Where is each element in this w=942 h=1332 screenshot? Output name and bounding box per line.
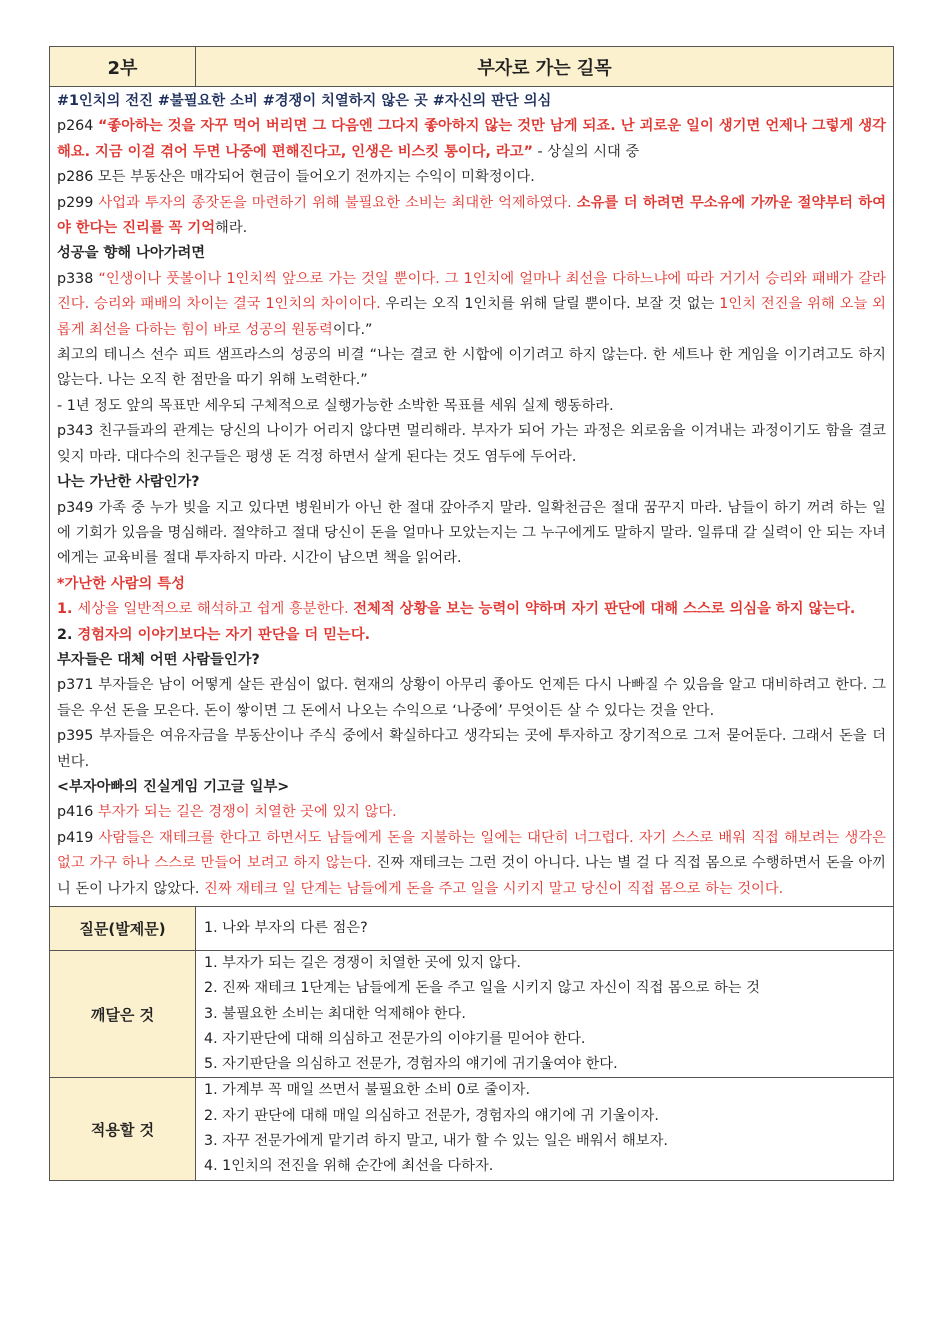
note-p419 [57,826,886,902]
plain-text: 해라. [215,220,248,237]
learned-label: 깨달은 것 [50,951,196,1078]
quote-source: - 상실의 시대 중 [532,143,640,160]
question-list [196,907,894,951]
highlight-text: 사업과 투자의 종잣돈을 마련하기 위해 불필요한 소비는 최대한 억제하였다. [98,194,577,211]
heading-success: 성공을 향해 나아가려면 [57,245,206,262]
plain-text: 우리는 오직 1인치를 위해 달릴 뿐이다. 보잘 것 없는 [380,296,720,313]
learned-list [196,951,894,1078]
highlight-text: 진짜 재테크 일 단계는 남들에게 돈을 주고 일을 시키지 말고 당신이 직접 몸으로 하는 것이다. [204,880,784,897]
list-item: 2. 진짜 재테크 1단계는 남들에게 돈을 주고 일을 시키지 않고 자신이 직접 몸으로 하는 것 [204,980,760,997]
list-item: 1. 나와 부자의 다른 점은? [204,919,368,936]
highlight-text: 1인치 전진을 위해 오늘 외롭게 최선을 다하는 힘이 바로 성공의 원동력 [57,296,886,338]
heading-game-article: <부자아빠의 진실게임 기고글 일부> [57,778,290,795]
highlight-text: “인생이나 풋볼이나 1인치씩 앞으로 가는 것일 뿐이다. 그 1인치에 얼마나 최선을 다하느냐에 따라 거기서 승리와 패배가 갈라진다. 승리와 패배의 차이는 결국 1인치의 차이이다. [57,270,886,313]
page-ref: p264 [57,118,99,135]
page-ref: p299 [57,194,99,211]
heading-poor-traits: *가난한 사람의 특성 [57,575,185,592]
list-item: 3. 불필요한 소비는 최대한 억제해야 한다. [204,1005,466,1022]
note-p371: p371 부자들은 남이 어떻게 살든 관심이 없다. 현재의 상황이 아무리 좋아도 언제든 다시 나빠질 수 있음을 알고 대비하려고 한다. 그들은 우선 돈을 모은다. 돈이 쌓이면 그 돈에서 나오는 수익으로 ‘나중에’ 무엇이든 살 수 있다는 것을 안다. [57,677,886,719]
list-item: 4. 1인치의 전진을 위해 순간에 최선을 다하자. [204,1158,494,1175]
part-label: 2부 [50,47,196,87]
content-cell [50,87,894,907]
quote-text: “좋아하는 것을 자꾸 먹어 버리면 그 다음엔 그다지 좋아하지 않는 것만 남게 되죠. 난 괴로운 일이 생기면 언제나 그렇게 생각해요. 지금 이걸 겪어 두면 나중에 편해진다고, 인생은 비스킷 통이다, 라고” [57,118,886,160]
highlight-text: 사람들은 재테크를 한다고 하면서도 남들에게 돈을 지불하는 일에는 대단히 너그럽다. 자기 스스로 배워 직접 해보려는 생각은 없고 가구 하나 스스로 만들어 보려고 하지 않는다. [57,829,886,872]
trait-1 [57,597,886,622]
note-p395: p395 부자들은 여유자금을 부동산이나 주식 중에서 확실하다고 생각되는 곳에 투자하고 장기적으로 그저 묻어둔다. 그래서 돈을 더 번다. [57,728,886,770]
list-item: 1. 가계부 꼭 매일 쓰면서 불필요한 소비 0로 줄이자. [204,1082,531,1099]
section-title: 부자로 가는 길목 [196,47,894,87]
note-p343: p343 친구들과의 관계는 당신의 나이가 어리지 않다면 멀리해라. 부자가 되어 가는 과정은 외로움을 이겨내는 과정이기도 함을 결코 잊지 마라. 대다수의 친구들은 평생 돈 걱정 하면서 살게 된다는 것도 염두에 두어라. [57,423,886,465]
list-item: 5. 자기판단을 의심하고 전문가, 경험자의 얘기에 귀기울여야 한다. [204,1056,618,1073]
note-p349: p349 가족 중 누가 빚을 지고 있다면 병원비가 아닌 한 절대 갚아주지 말라. 일확천금은 절대 꿈꾸지 마라. 남들이 하기 꺼려 하는 일에 기회가 있음을 명심해라. 절약하고 절대 당신이 돈을 얼마나 모았는지는 그 누구에게도 말하지 말라. 일류대 갈 실력이 안 되는 자녀에게는 교육비를 절대 투자하지 마라. 시간이 남으면 책을 읽어라. [57,499,886,567]
note-p299 [57,191,886,242]
list-item: 3. 자꾸 전문가에게 맡기려 하지 말고, 내가 할 수 있는 일은 배워서 해보자. [204,1133,668,1150]
trait-number: 2. [57,626,78,643]
bold-highlight-text: 소유를 더 하려면 무소유에 가까운 절약부터 하여야 한다는 진리를 꼭 기억 [57,194,887,237]
header-row [50,47,894,87]
book-review-table [49,46,894,1181]
plain-text: 이다.” [332,321,373,338]
highlight-text: 세상을 일반적으로 해석하고 쉽게 흥분한다. [77,601,354,618]
list-item: 1. 부자가 되는 길은 경쟁이 치열한 곳에 있지 않다. [204,955,521,971]
page-ref: p338 [57,270,99,287]
apply-row [50,1078,894,1180]
heading-rich: 부자들은 대체 어떤 사람들인가? [57,651,260,668]
content-row [50,87,894,907]
quote-p264 [57,114,886,165]
question-label: 질문(발제문) [50,907,196,951]
question-row [50,907,894,951]
apply-label: 적용할 것 [50,1078,196,1180]
page-ref: p419 [57,829,99,846]
note-goal: - 1년 정도 앞의 목표만 세우되 구체적으로 실행가능한 소박한 목표를 세워 실제 행동하라. [57,397,614,414]
list-item: 2. 자기 판단에 대해 매일 의심하고 전문가, 경험자의 얘기에 귀 기울이자. [204,1107,659,1124]
bold-highlight-text: 전체적 상황을 보는 능력이 약하며 자기 판단에 대해 스스로 의심을 하지 않는다. [353,601,856,618]
note-p338 [57,267,886,343]
highlight-text: 부자가 되는 길은 경쟁이 치열한 곳에 있지 않다. [97,804,397,821]
list-item: 4. 자기판단에 대해 의심하고 전문가의 이야기를 믿어야 한다. [204,1030,586,1047]
page-ref: p416 [57,804,98,821]
note-p286: p286 모든 부동산은 매각되어 현금이 들어오기 전까지는 수익이 미확정이다. [57,169,535,186]
apply-list [196,1078,894,1180]
note-tennis: 최고의 테니스 선수 피트 샘프라스의 성공의 비결 “나는 결코 한 시합에 이기려고 하지 않는다. 한 세트나 한 게임을 이기려고도 하지 않는다. 나는 오직 한 점만을 따기 위해 노력한다.” [57,347,886,389]
learned-row [50,951,894,1078]
trait-number: 1. [57,601,78,618]
hashtags: #1인치의 전진 #불필요한 소비 #경쟁이 치열하지 않은 곳 #자신의 판단 의심 [57,93,552,109]
heading-poor: 나는 가난한 사람인가? [57,474,200,491]
trait-2 [57,623,886,648]
plain-text: 진짜 재테크는 그런 것이 아니다. 나는 별 걸 다 직접 몸으로 수행하면서 돈을 아끼니 돈이 나가지 않았다. [57,855,886,897]
note-p416 [57,800,886,825]
bold-highlight-text: 경험자의 이야기보다는 자기 판단을 더 믿는다. [77,626,371,643]
